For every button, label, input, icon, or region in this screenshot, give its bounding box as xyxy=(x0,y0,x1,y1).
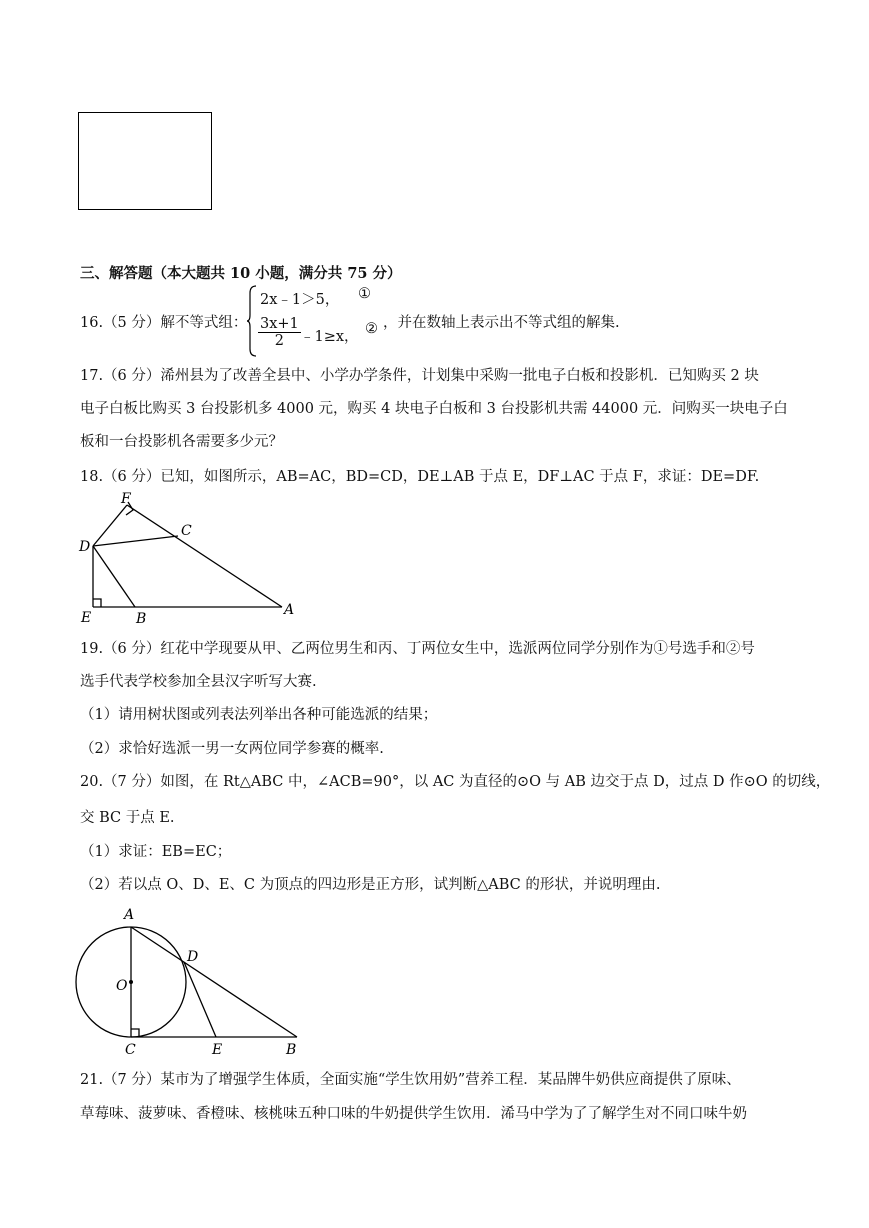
label-E: E xyxy=(212,1042,223,1058)
label-D: D xyxy=(79,539,91,555)
q21-line-1: 21.（7 分）某市为了增强学生体质，全面实施“学生饮用奶”营养工程．某品牌牛奶供应商提供了原味、 xyxy=(80,1072,741,1088)
blank-answer-box xyxy=(78,112,212,210)
q16-inequality-1: 2x﹣1＞5， xyxy=(260,292,340,308)
label-A: A xyxy=(124,907,135,923)
q16-inequality-2: ﹣1≥x， xyxy=(300,329,359,345)
label-B: B xyxy=(136,611,147,625)
q20-sub-2: （2）若以点 O、D、E、C 为顶点的四边形是正方形，试判断△ABC 的形状，并说明理由. xyxy=(80,877,661,893)
label-B: B xyxy=(286,1042,297,1058)
q20-line-2: 交 BC 于点 E. xyxy=(80,810,175,826)
brace-icon xyxy=(247,285,257,357)
q19-line-2: 选手代表学校参加全县汉字听写大赛. xyxy=(80,674,317,690)
label-E: E xyxy=(81,610,92,625)
q16-fraction-numerator: 3x+1 xyxy=(260,316,299,332)
label-C: C xyxy=(181,523,192,539)
q16-fraction-denominator: 2 xyxy=(274,333,284,349)
label-D: D xyxy=(187,949,199,965)
q16-suffix: ，并在数轴上表示出不等式组的解集. xyxy=(383,315,620,331)
q16-prefix: 16.（5 分）解不等式组： xyxy=(80,315,248,331)
label-C: C xyxy=(125,1042,136,1058)
q17-line-1: 17.（6 分）浠州县为了改善全县中、小学办学条件，计划集中采购一批电子白板和投影机．已知购买 2 块 xyxy=(80,368,759,384)
label-F: F xyxy=(121,491,131,507)
section-heading: 三、解答题（本大题共 10 小题，满分共 75 分） xyxy=(80,265,402,282)
q20-sub-1: （1）求证：EB=EC； xyxy=(80,844,232,860)
q16-mark-2: ② xyxy=(365,321,378,337)
q20-circle-figure xyxy=(70,900,310,1060)
q19-sub-2: （2）求恰好选派一男一女两位同学参赛的概率. xyxy=(80,741,384,757)
q19-line-1: 19.（6 分）红花中学现要从甲、乙两位男生和丙、丁两位女生中，选派两位同学分别作为①号选手和②号 xyxy=(80,641,755,657)
q19-sub-1: （1）请用树状图或列表法列举出各种可能选派的结果； xyxy=(80,707,438,723)
q16-fraction xyxy=(258,316,301,349)
q17-line-2: 电子白板比购买 3 台投影机多 4000 元，购买 4 块电子白板和 3 台投影机共需 44000 元．问购买一块电子白 xyxy=(80,401,788,417)
q20-line-1: 20.（7 分）如图，在 Rt△ABC 中，∠ACB=90°，以 AC 为直径的⊙O 与 AB 边交于点 D，过点 D 作⊙O 的切线， xyxy=(80,774,831,790)
q21-line-2: 草莓味、菠萝味、香橙味、核桃味五种口味的牛奶提供学生饮用．浠马中学为了了解学生对不同口味牛奶 xyxy=(80,1106,747,1122)
q18-triangle-figure xyxy=(75,490,305,625)
q17-line-3: 板和一台投影机各需要多少元？ xyxy=(80,434,283,450)
q16-mark-1: ① xyxy=(358,286,371,302)
q18-line-1: 18.（6 分）已知，如图所示，AB=AC，BD=CD，DE⊥AB 于点 E，DF⊥AC 于点 F，求证：DE=DF. xyxy=(80,469,760,485)
label-O: O xyxy=(116,978,128,994)
label-A: A xyxy=(284,602,295,618)
